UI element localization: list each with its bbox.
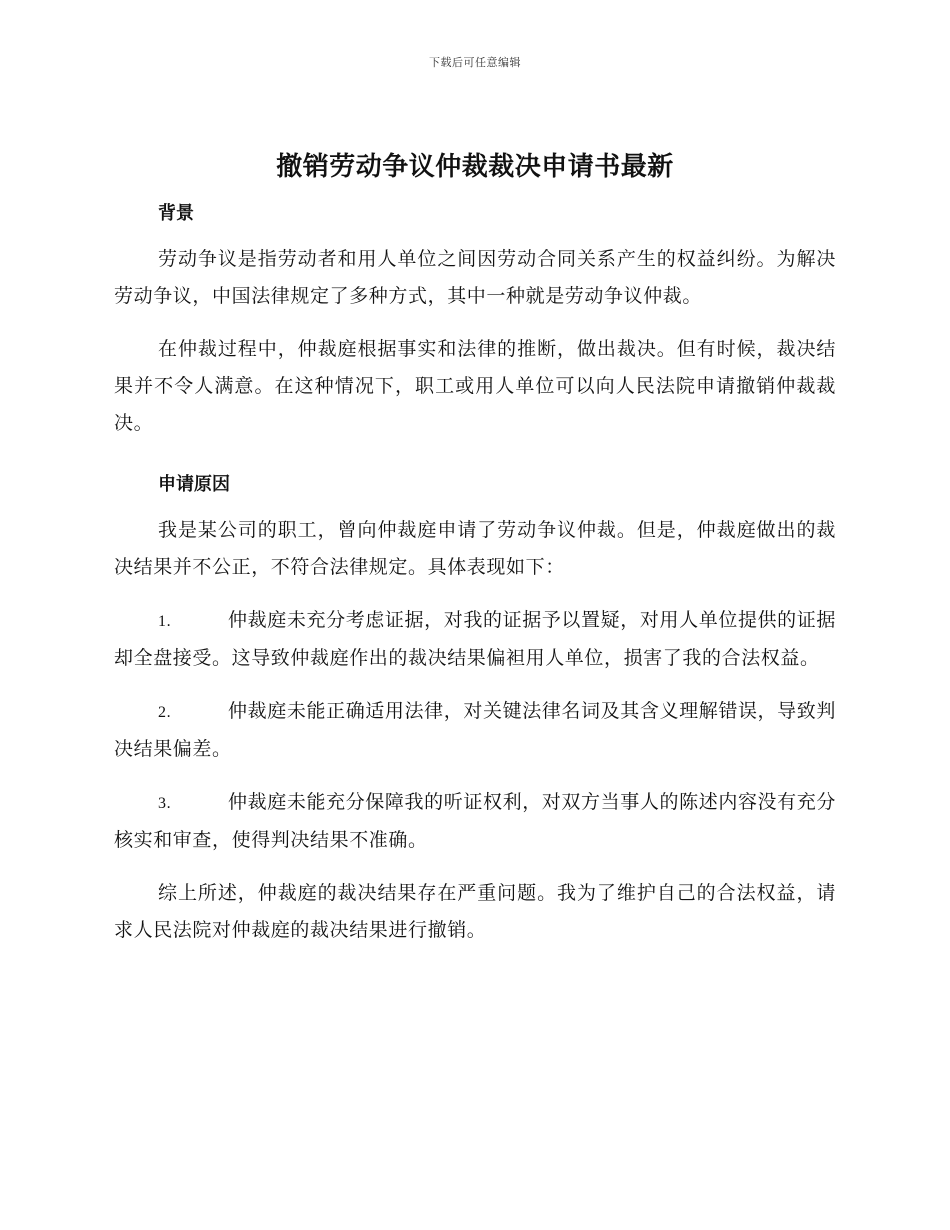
reason-list-item-3	[114, 784, 836, 859]
list-number: 3.	[158, 795, 172, 812]
section-heading-reasons: 申请原因	[158, 474, 230, 495]
list-number: 2.	[158, 704, 172, 721]
reason-list-item-1	[114, 602, 836, 677]
section-heading-background: 背景	[158, 203, 194, 224]
list-number: 1.	[158, 613, 172, 630]
conclusion-paragraph: 综上所述，仲裁庭的裁决结果存在严重问题。我为了维护自己的合法权益，请求人民法院对仲裁庭的裁决结果进行撤销。	[114, 882, 836, 941]
list-item-text: 仲裁庭未充分考虑证据，对我的证据予以置疑，对用人单位提供的证据却全盘接受。这导致仲裁庭作出的裁决结果偏袒用人单位，损害了我的合法权益。	[114, 609, 836, 669]
reasons-intro-paragraph: 我是某公司的职工，曾向仲裁庭申请了劳动争议仲裁。但是，仲裁庭做出的裁决结果并不公正，不符合法律规定。具体表现如下：	[114, 519, 836, 578]
reason-list-item-2	[114, 693, 836, 768]
list-item-text: 仲裁庭未能充分保障我的听证权利，对双方当事人的陈述内容没有充分核实和审查，使得判决结果不准确。	[114, 791, 836, 851]
document-title: 撤销劳动争议仲裁裁决申请书最新	[276, 152, 674, 182]
background-paragraph-1: 劳动争议是指劳动者和用人单位之间因劳动合同关系产生的权益纠纷。为解决劳动争议，中国法律规定了多种方式，其中一种就是劳动争议仲裁。	[114, 248, 836, 307]
header-note: 下载后可任意编辑	[429, 56, 521, 69]
background-paragraph-2: 在仲裁过程中，仲裁庭根据事实和法律的推断，做出裁决。但有时候，裁决结果并不令人满意。在这种情况下，职工或用人单位可以向人民法院申请撤销仲裁裁决。	[114, 338, 836, 434]
document-body	[114, 145, 836, 965]
list-item-text: 仲裁庭未能正确适用法律，对关键法律名词及其含义理解错误，导致判决结果偏差。	[114, 700, 836, 760]
